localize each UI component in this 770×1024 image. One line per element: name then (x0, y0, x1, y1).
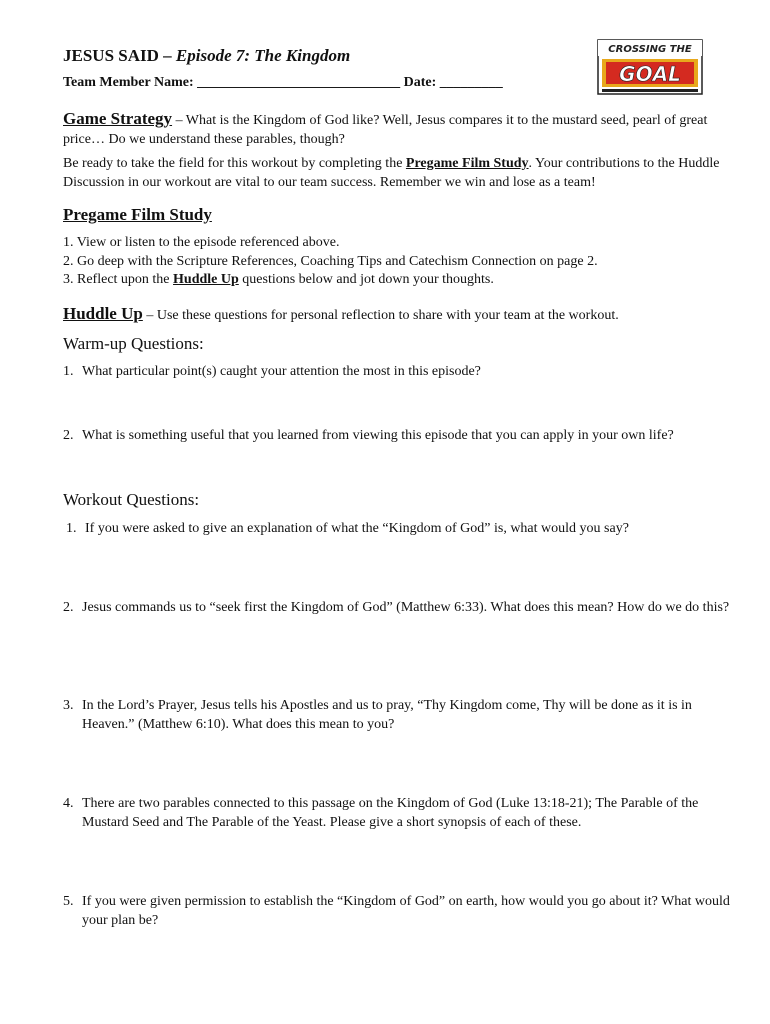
pregame-step-2: 2. Go deep with the Scripture References, Coaching Tips and Catechism Connection on page 2. (63, 253, 598, 269)
huddle-up-link: Huddle Up (173, 272, 239, 287)
episode-title: Episode 7: The Kingdom (175, 46, 351, 65)
pregame-steps-list (63, 234, 743, 290)
game-strategy-description: – What is the Kingdom of God like? Well, Jesus compares it to the mustard seed, pearl of great price… Do we understand these parables, though? (63, 113, 708, 147)
workout-question (63, 893, 733, 930)
step3-text-end: questions below and jot down your thoughts. (238, 272, 494, 287)
question-number: 1. (66, 521, 77, 536)
page-title (63, 46, 350, 66)
workout-question (63, 599, 733, 618)
huddle-up-heading: Huddle Up (63, 304, 143, 323)
workout-question (66, 520, 736, 539)
question-text: If you were asked to give an explanation of what the “Kingdom of God” is, what would you say? (85, 521, 629, 536)
logo-top-text: CROSSING THE (608, 44, 692, 55)
step3-text-start: 3. Reflect upon the (63, 272, 174, 287)
question-number: 3. (63, 698, 74, 713)
game-strategy-heading: Game Strategy (63, 109, 173, 128)
question-text: What is something useful that you learned from viewing this episode that you can apply in your own life? (82, 428, 674, 443)
pregame-film-study-heading: Pregame Film Study (63, 205, 212, 224)
question-text: There are two parables connected to this passage on the Kingdom of God (Luke 13:18-21); The Parable of the Mustard Seed and The Parable of the Yeast. Please give a short synopsis of each of these. (82, 796, 699, 830)
series-title: JESUS SAID – (63, 46, 176, 65)
pregame-step-1: 1. View or listen to the episode referenced above. (63, 235, 340, 250)
pregame-step-3 (63, 271, 743, 290)
workout-question (63, 697, 733, 734)
question-number: 2. (63, 428, 74, 443)
huddle-up-section (63, 304, 619, 324)
question-number: 5. (63, 894, 74, 909)
pregame-film-study-link: Pregame Film Study (405, 156, 529, 171)
huddle-up-description: – Use these questions for personal reflection to share with your team at the workout. (142, 308, 619, 323)
instructions-text-start: Be ready to take the field for this workout by completing the (63, 156, 406, 171)
warmup-questions-heading: Warm-up Questions: (63, 334, 204, 353)
workout-question (63, 795, 733, 832)
logo-bottom-text: GOAL (619, 62, 681, 86)
question-number: 4. (63, 796, 74, 811)
warmup-question (63, 363, 733, 382)
question-text: Jesus commands us to “seek first the Kingdom of God” (Matthew 6:33). What does this mean? How do we do this? (82, 600, 730, 615)
workout-questions-heading: Workout Questions: (63, 490, 200, 509)
game-strategy-section (63, 110, 733, 149)
question-number: 1. (63, 364, 74, 379)
crossing-the-goal-logo (596, 38, 704, 96)
game-strategy-instructions (63, 155, 733, 192)
question-number: 2. (63, 600, 74, 615)
warmup-question (63, 427, 733, 446)
instructions-text-end: . Your contributions to the Huddle Discussion in our workout are vital to our team success. Remember we win and lose as a team! (63, 156, 720, 190)
question-text: In the Lord’s Prayer, Jesus tells his Apostles and us to pray, “Thy Kingdom come, Thy will be done as it is in Heaven.” (Matthew 6:10). What does this mean to you? (82, 698, 692, 732)
team-member-date-line: Team Member Name: _____________________________ Date: _________ (63, 75, 503, 90)
question-text: What particular point(s) caught your attention the most in this episode? (82, 364, 481, 379)
question-text: If you were given permission to establish the “Kingdom of God” on earth, how would you go about it? What would your plan be? (82, 894, 730, 928)
